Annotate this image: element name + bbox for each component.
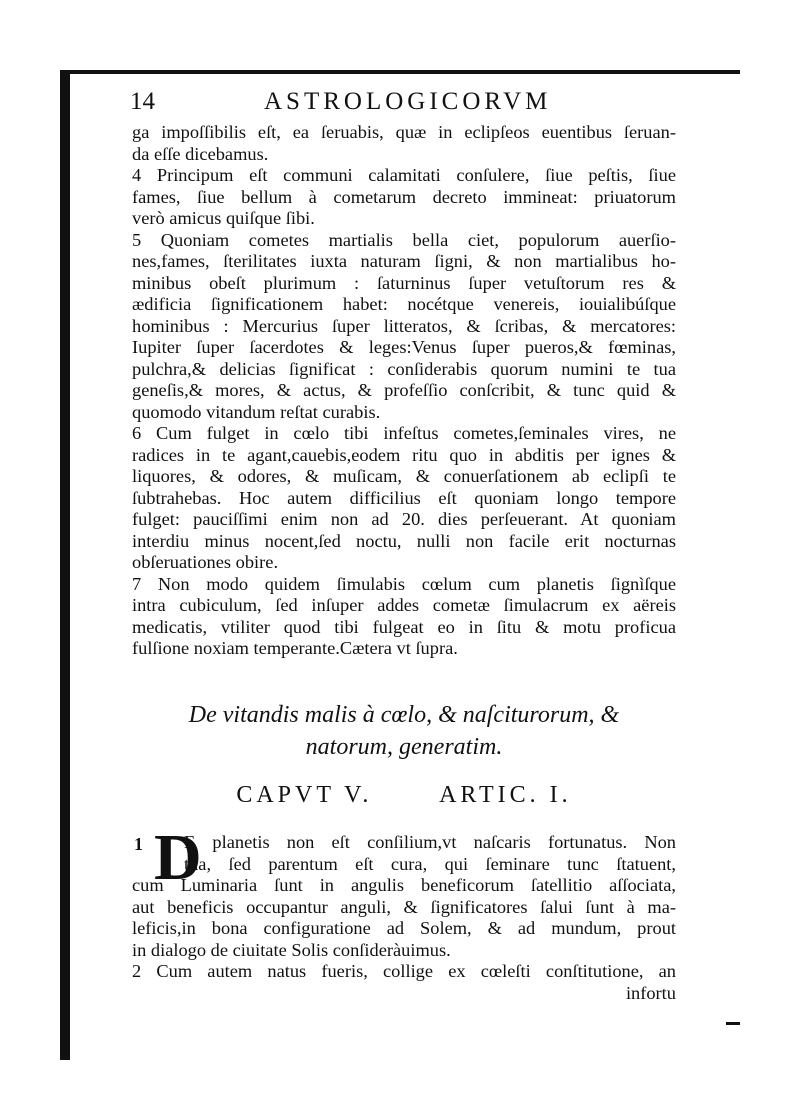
text-line: fulget: pauciſſimi enim non ad 20. dies perſeuerant. At quoniam	[132, 509, 676, 529]
text-line: 2 Cum autem natus fueris, collige ex cœleſti conſtitutione, an	[132, 961, 676, 981]
section-heading-line-2: natorum, generatim.	[305, 734, 503, 760]
text-line: nes,fames, ſterilitates iuxta naturam ſigni, & non martialibus ho-	[132, 251, 676, 271]
text-line: ædificia ſignificationem habet: nocétque venereis, iouialibúſque	[132, 294, 676, 314]
text-line: leficis,in bona configuratione ad Solem, & ad mundum, prout	[132, 918, 676, 938]
section-heading-line-1: De vitandis malis à cœlo, & naſciturorum, &	[188, 702, 620, 728]
text-line: quomodo vitandum reſtat curabis.	[132, 401, 381, 422]
text-line: medicatis, vtiliter quod tibi fulgeat eo in ſitu & motu proficua	[132, 616, 676, 637]
text-line: 4 Principum eſt communi calamitati conſulere, ſiue peſtis, ſiue	[132, 165, 676, 185]
page-edge-mark	[726, 1022, 740, 1025]
running-head: ASTROLOGICORVM	[264, 88, 552, 115]
text-line: 5 Quoniam cometes martialis bella ciet, populorum auerſio-	[132, 229, 676, 250]
article-1-block	[132, 821, 676, 1004]
page-edge-top	[60, 70, 740, 74]
text-line: 7 Non modo quidem ſimulabis cœlum cum planetis ſignìſque	[132, 573, 676, 594]
text-line: da eſſe dicebamus.	[132, 143, 269, 164]
text-line: ga impoſſibilis eſt, ea ſeruabis, quæ in eclipſeos euentibus ſeruan-	[132, 122, 676, 142]
catchword: infortu	[625, 982, 676, 1003]
text-line: verò amicus quiſque ſibi.	[132, 208, 315, 228]
text-block	[130, 88, 676, 1003]
drop-cap: D	[154, 821, 202, 894]
text-line: E planetis non eſt conſilium,vt naſcaris fortunatus. Non	[184, 832, 676, 852]
chapter-heading	[132, 782, 676, 809]
artic-label: ARTIC. I.	[439, 782, 572, 808]
paragraphs-4-to-7	[132, 122, 676, 660]
page-number: 14	[130, 88, 155, 115]
text-line: Iupiter ſuper ſacerdotes & leges:Venus ſuper pueros,& fœminas,	[132, 337, 676, 357]
text-line: fames, ſiue bellum à cometarum decreto immineat: priuatorum	[132, 186, 676, 207]
text-line: hominibus : Mercurius ſuper litteratos, & ſcribas, & mercatores:	[132, 315, 676, 336]
text-line: pulchra,& delicias ſignificat : conſiderabis quorum numini te tua	[132, 358, 676, 379]
text-line: geneſis,& mores, & actus, & profeſſio conſcribit, & tunc quid &	[132, 380, 676, 400]
text-line: tua, ſed parentum eſt cura, qui ſeminare tunc ſtatuent,	[184, 853, 676, 874]
text-line: fulſione noxiam temperante.Cætera vt ſupra.	[132, 638, 458, 658]
caput-label: CAPVT V.	[236, 782, 373, 808]
text-line: cum Luminaria ſunt in angulis beneficorum ſatellitio aſſociata,	[132, 875, 676, 895]
text-line: intra cubiculum, ſed inſuper addes cometæ ſimulacrum ex aëreis	[132, 595, 676, 615]
text-line: minibus obeſt plurimum : ſaturninus ſuper vetuſtorum res &	[132, 272, 676, 293]
text-line: radices in te agant,cauebis,eodem ritu quo in abditis per ignes &	[132, 444, 676, 465]
page-header	[132, 88, 676, 122]
text-line: obſeruationes obire.	[132, 552, 279, 572]
text-line: interdiu minus nocent,ſed noctu, nulli non facile erit nocturnas	[132, 530, 676, 551]
text-line: ſubtrahebas. Hoc autem difficilius eſt quoniam longo tempore	[132, 487, 676, 508]
text-line: in dialogo de ciuitate Solis conſideràuimus.	[132, 939, 451, 960]
text-line: aut beneficis occupantur anguli, & ſignificatores ſalui ſunt à ma-	[132, 896, 676, 917]
paragraph-number: 1	[134, 834, 143, 854]
page-edge-left	[60, 70, 70, 1060]
text-line: 6 Cum fulget in cœlo tibi infeſtus cometes,ſeminales vires, ne	[132, 423, 676, 443]
text-line: liquores, & odores, & muſicam, & conuerſationem ab eclipſi te	[132, 466, 676, 486]
